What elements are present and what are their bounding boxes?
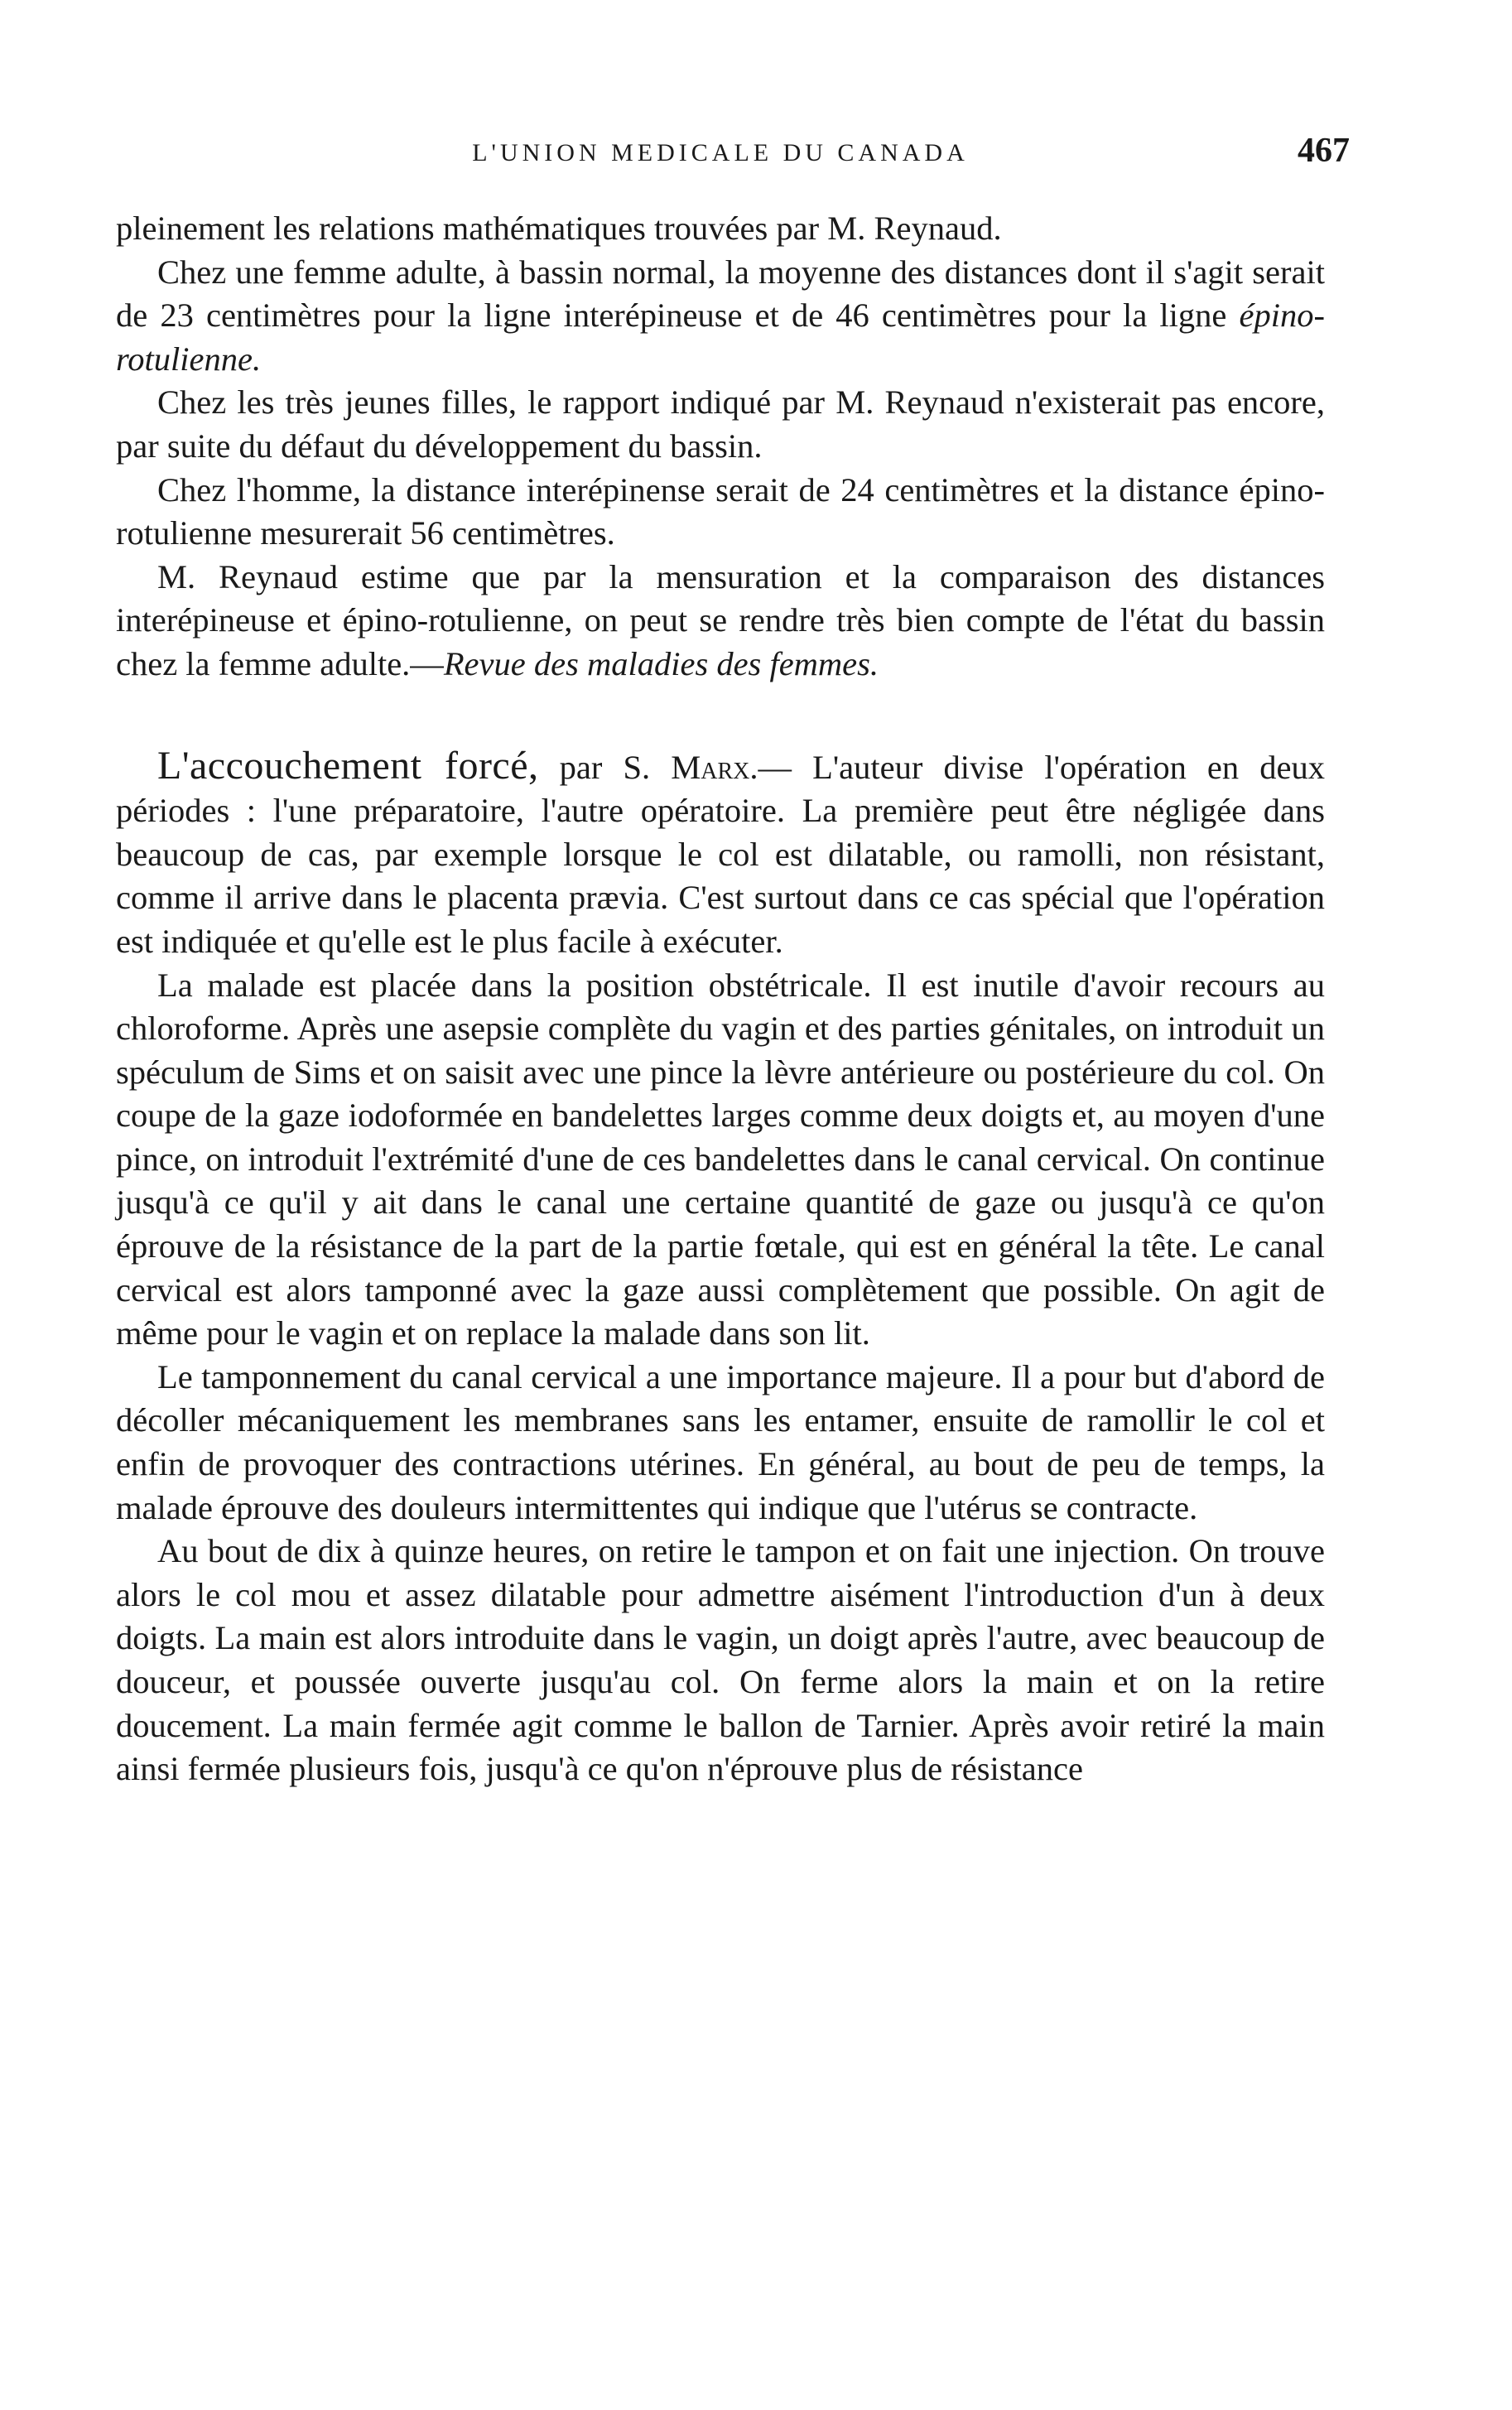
paragraph-text: Chez une femme adulte, à bassin normal, la moyenne des distances dont il s'agit serait de 23 centimètres pour la ligne interépineuse et de 46 centimètres pour la ligne xyxy=(116,253,1325,335)
paragraph-text: M. Reynaud estime que par la mensuration et la comparaison des distances interépineuse et épino-rotulienne, on peut se rendre très bien compte de l'état du bassin chez la femme adulte.— xyxy=(116,557,1325,682)
article-intro xyxy=(116,745,1325,964)
paragraph-adult-woman xyxy=(116,251,1325,382)
source-citation: Revue des maladies des femmes. xyxy=(443,644,879,682)
article-body xyxy=(116,207,1325,1791)
intro-text: .— L'auteur divise l'opération en deux périodes : l'une préparatoire, l'autre opératoire. La première peut être négligée dans beaucoup de cas, par exemple lorsque le col est dilatable, ou ramolli, non résistant, comme il arrive dans le placenta prævia. C'est surtout dans ce cas spécial que l'opération est indiquée et qu'elle est le plus facile à exécuter. xyxy=(116,748,1325,960)
paragraph-man: Chez l'homme, la distance interépinense serait de 24 centimètres et la distance épino-rotulienne mesurerait 56 centimètres. xyxy=(116,470,1325,552)
author-name: Marx xyxy=(671,748,750,786)
italic-term: épino-rotulienne. xyxy=(116,296,1325,378)
section-title: L'accouchement forcé, xyxy=(157,743,539,788)
byline-prefix: par S. xyxy=(538,748,672,786)
page-number: 467 xyxy=(1298,132,1350,170)
running-header xyxy=(116,124,1350,174)
section-divider xyxy=(116,687,1325,745)
journal-title: L'UNION MEDICALE DU CANADA xyxy=(472,139,969,166)
paragraph-tamponnement: Le tamponnement du canal cervical a une importance majeure. Il a pour but d'abord de décoller mécaniquement les membranes sans les entamer, ensuite de ramollir le col et enfin de provoquer des contractions utérines. En général, au bout de peu de temps, la malade éprouve des douleurs intermittentes qui indique que l'utérus se contracte. xyxy=(116,1357,1325,1526)
paragraph-injection: Au bout de dix à quinze heures, on retire le tampon et on fait une injection. On trouve alors le col mou et assez dilatable pour admettre aisément l'introduction d'un à deux doigts. La main est alors introduite dans le vagin, un doigt après l'autre, avec beaucoup de douceur, et poussée ouverte jusqu'au col. On ferme alors la main et on la retire doucement. La main fermée agit comme le ballon de Tarnier. Après avoir retiré la main ainsi fermée plusieurs fois, jusqu'à ce qu'on n'éprouve plus de résistance xyxy=(116,1532,1325,1788)
paragraph-continuation: pleinement les relations mathématiques trouvées par M. Reynaud. xyxy=(116,210,1002,247)
paragraph-conclusion xyxy=(116,556,1325,687)
page xyxy=(116,124,1350,1791)
paragraph-procedure: La malade est placée dans la position obstétricale. Il est inutile d'avoir recours au chloroforme. Après une asepsie complète du vagin et des parties génitales, on introduit un spéculum de Sims et on saisit avec une pince la lèvre antérieure ou postérieure du col. On coupe de la gaze iodoformée en bandelettes larges comme deux doigts et, au moyen d'une pince, on introduit l'extrémité d'une de ces bandelettes dans le canal cervical. On continue jusqu'à ce qu'il y ait dans le canal une certaine quantité de gaze ou jusqu'à ce qu'on éprouve de la résistance de la part de la partie fœtale, qui est en général la tête. Le canal cervical est alors tamponné avec la gaze aussi complètement que possible. On agit de même pour le vagin et on replace la malade dans son lit. xyxy=(116,966,1325,1352)
paragraph-young-girls: Chez les très jeunes filles, le rapport indiqué par M. Reynaud n'existerait pas encore, par suite du défaut du développement du bassin. xyxy=(116,383,1325,465)
